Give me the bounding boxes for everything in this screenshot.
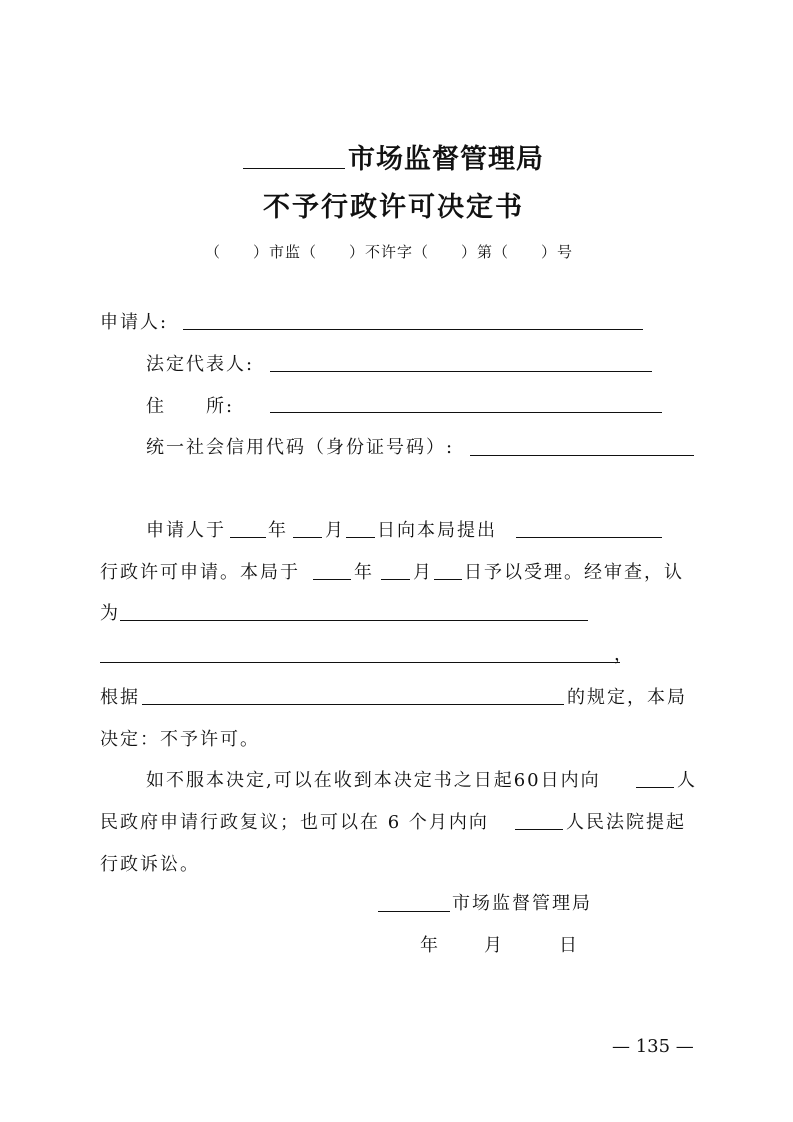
signature-month: 月 xyxy=(484,935,504,956)
p1-day-blank[interactable] xyxy=(346,537,375,538)
p2-day-blank[interactable] xyxy=(434,579,462,580)
credit-code-label: 统一社会信用代码（身份证号码）: xyxy=(146,437,455,458)
p8-court-blank[interactable] xyxy=(515,829,563,830)
legal-rep-label: 法定代表人: xyxy=(146,354,255,375)
signature-year: 年 xyxy=(420,935,440,956)
p7-text-1: 如不服本决定,可以在收到本决定书之日起60日内向 xyxy=(146,770,601,791)
p8-text-2: 人民法院提起 xyxy=(566,812,686,833)
p7-text-2: 人 xyxy=(677,770,697,791)
agency-name-blank[interactable] xyxy=(243,168,345,169)
p9-text: 行政诉讼。 xyxy=(100,854,200,875)
p1-year-blank[interactable] xyxy=(230,537,266,538)
p2-year-blank[interactable] xyxy=(313,579,351,580)
p4-comma: ， xyxy=(614,644,634,665)
p1-month: 月 xyxy=(325,520,345,541)
p5-basis-blank[interactable] xyxy=(142,704,564,705)
p2-text-2: 日予以受理。经审查，认 xyxy=(464,562,684,583)
page-number: — 135 — xyxy=(612,1036,694,1057)
document-number: （ ）市监（ ）不许字（ ）第（ ）号 xyxy=(205,243,574,261)
credit-code-blank[interactable] xyxy=(470,455,694,456)
p4-reason-blank[interactable] xyxy=(100,662,620,663)
applicant-blank[interactable] xyxy=(183,329,643,330)
p8-text-1: 民政府申请行政复议；也可以在 6 个月内向 xyxy=(100,812,489,833)
p2-text-1: 行政许可申请。本局于 xyxy=(100,562,300,583)
p3-text-1: 为 xyxy=(100,603,120,624)
p5-text-2: 的规定，本局 xyxy=(567,687,687,708)
signature-day: 日 xyxy=(559,935,579,956)
p2-month: 月 xyxy=(413,562,433,583)
p2-year: 年 xyxy=(354,562,374,583)
p7-govt-blank[interactable] xyxy=(636,787,674,788)
p1-month-blank[interactable] xyxy=(293,537,322,538)
signature-agency-suffix: 市场监督管理局 xyxy=(452,893,592,914)
address-label: 住 所: xyxy=(146,396,235,417)
legal-rep-blank[interactable] xyxy=(270,371,652,372)
p1-subject-blank[interactable] xyxy=(516,537,662,538)
p5-text-1: 根据 xyxy=(100,687,140,708)
address-blank[interactable] xyxy=(270,412,662,413)
applicant-label: 申请人: xyxy=(100,312,169,333)
agency-suffix: 市场监督管理局 xyxy=(348,144,544,175)
document-title: 不予行政许可决定书 xyxy=(263,192,524,223)
p1-text-2: 日向本局提出 xyxy=(377,520,497,541)
p2-month-blank[interactable] xyxy=(381,579,410,580)
signature-agency-blank[interactable] xyxy=(378,911,450,912)
p1-text-1: 申请人于 xyxy=(146,520,226,541)
p3-reason-blank[interactable] xyxy=(120,620,588,621)
p6-decision: 决定：不予许可。 xyxy=(100,729,260,750)
p1-year: 年 xyxy=(268,520,288,541)
